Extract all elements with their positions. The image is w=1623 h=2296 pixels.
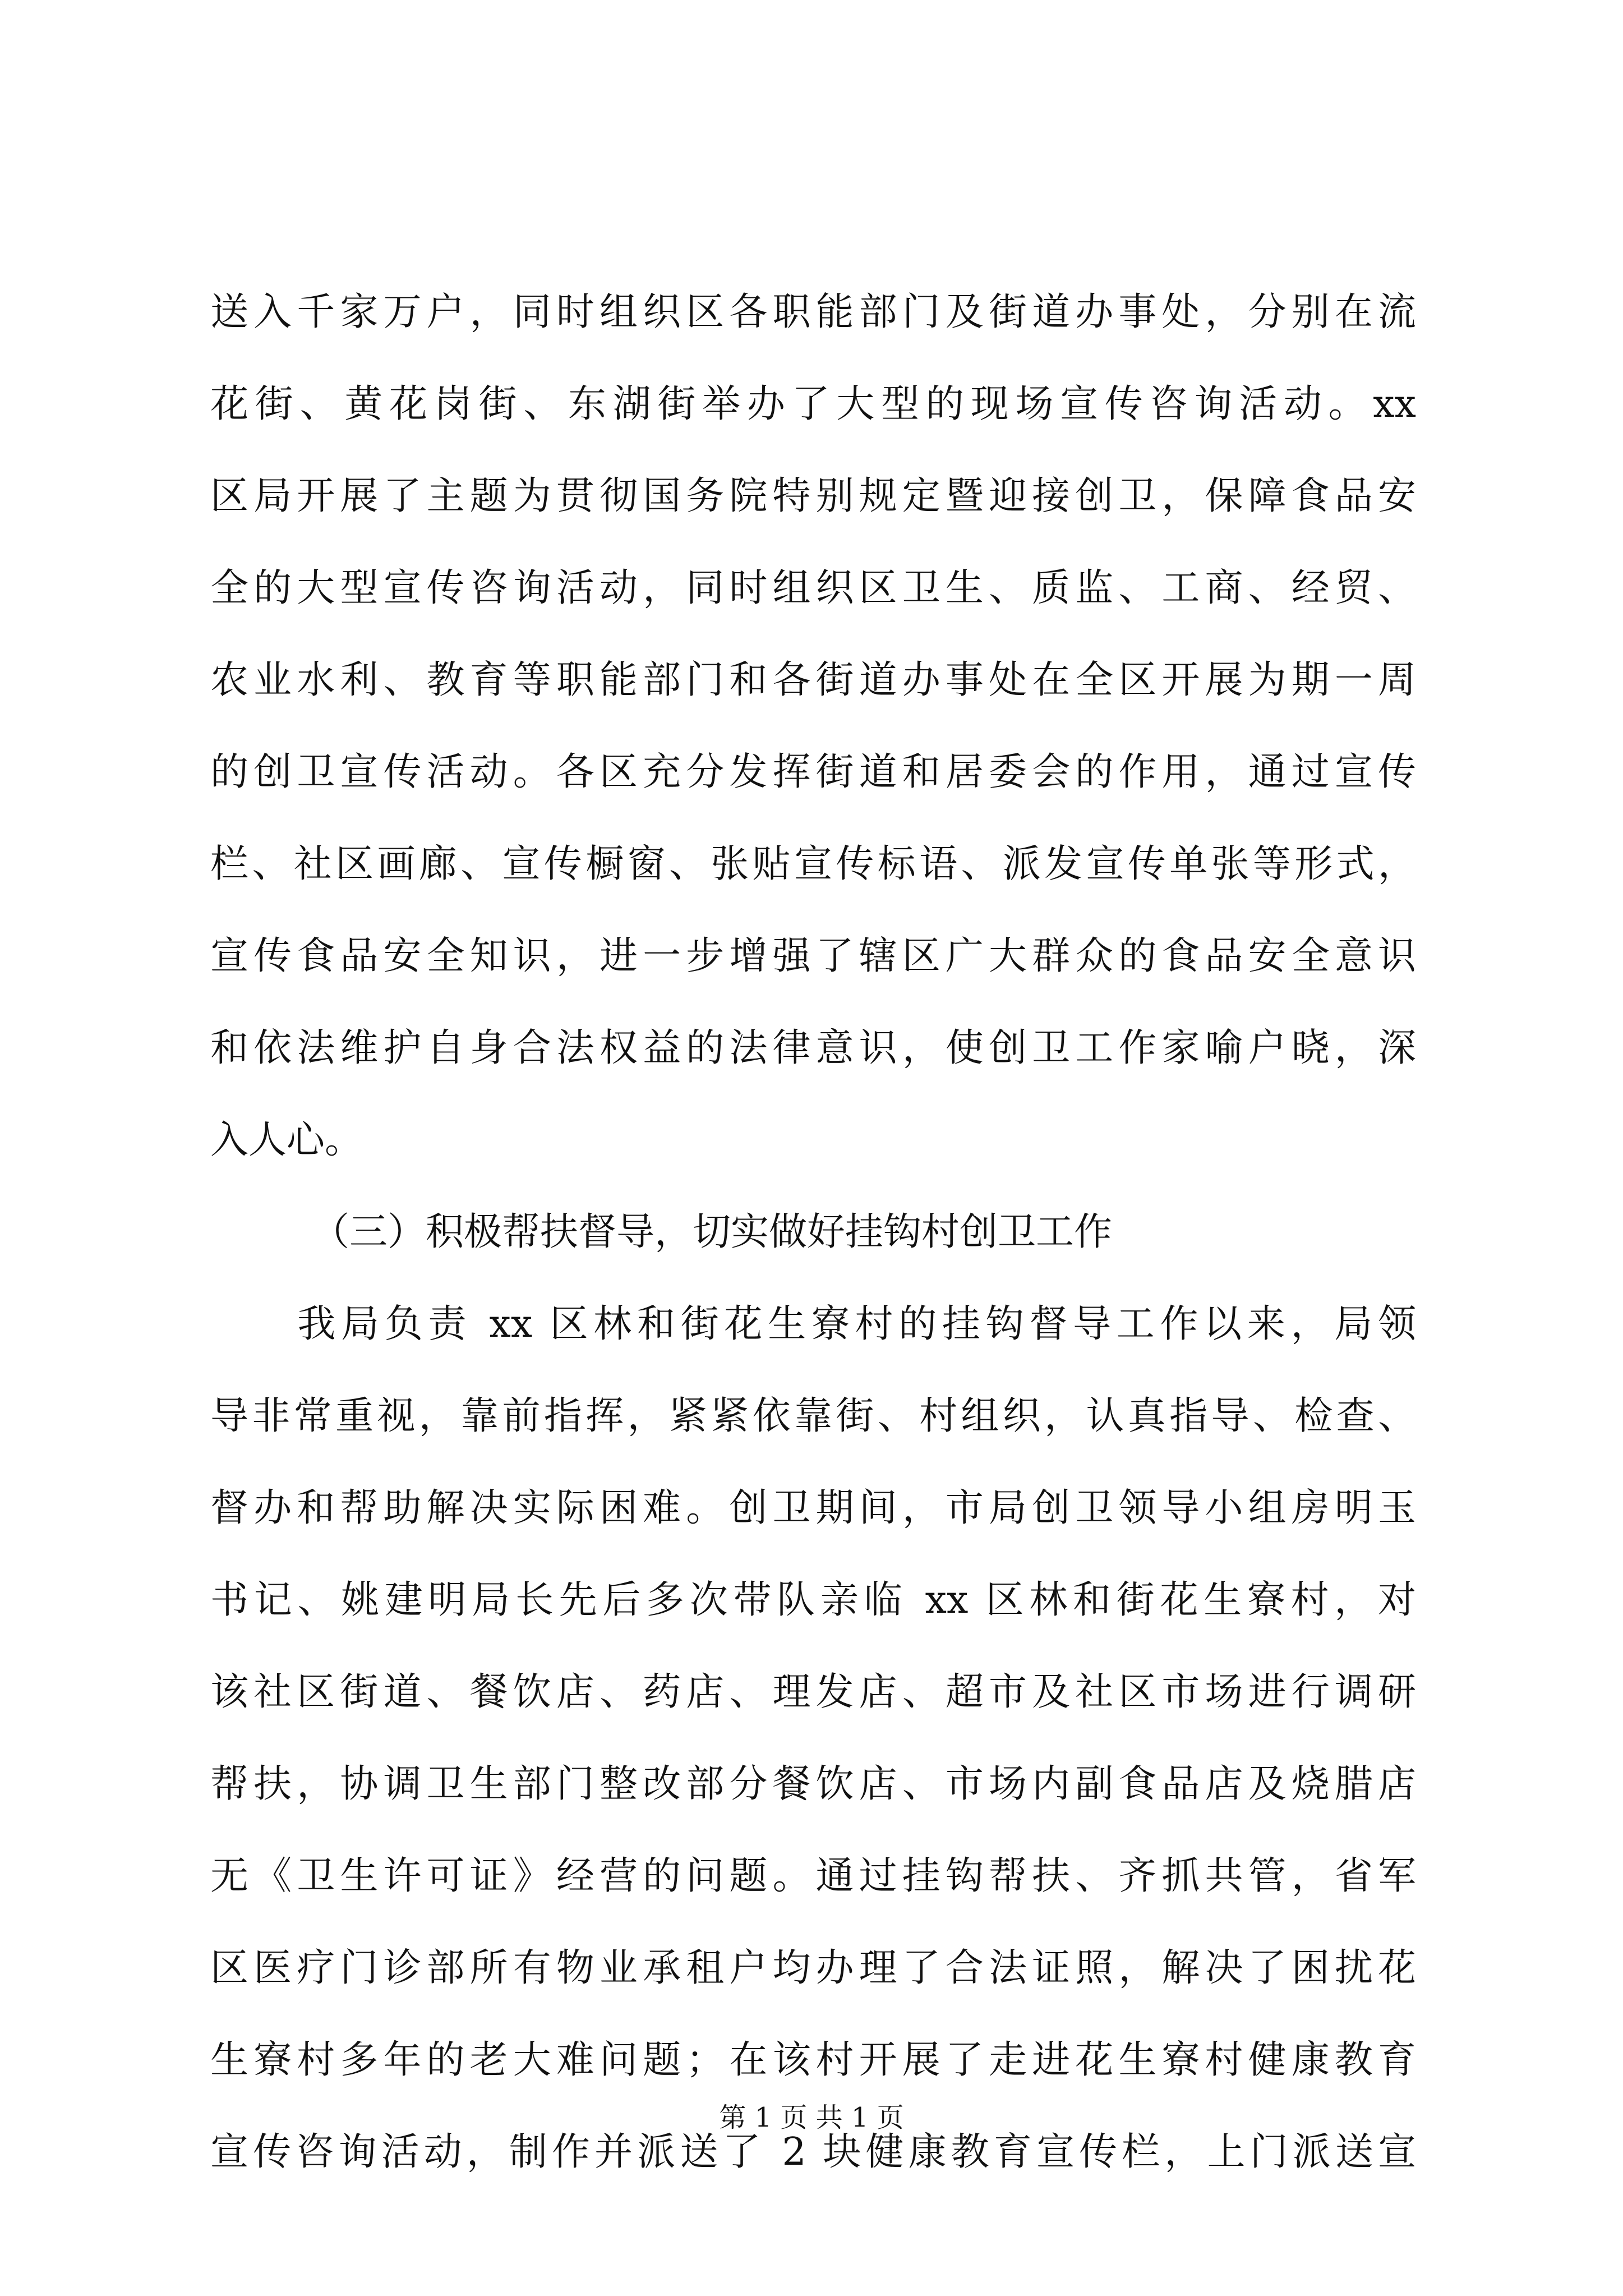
text-line: 导非常重视，靠前指挥，紧紧依靠街、村组织，认真指导、检查、 (210, 1394, 1416, 1438)
text-line: 农业水利、教育等职能部门和各街道办事处在全区开展为期一周 (210, 658, 1416, 702)
text-line: 栏、社区画廊、宣传橱窗、张贴宣传标语、派发宣传单张等形式， (210, 842, 1416, 886)
text-line: 我局负责 xx 区林和街花生寮村的挂钩督导工作以来，局领 (210, 1302, 1416, 1346)
text-line: 花街、黄花岗街、东湖街举办了大型的现场宣传咨询活动。xx (210, 382, 1416, 426)
paragraph-2 (210, 1278, 1416, 2198)
text-line: 生寮村多年的老大难问题；在该村开展了走进花生寮村健康教育 (210, 2038, 1416, 2082)
text-line: 督办和帮助解决实际困难。创卫期间，市局创卫领导小组房明玉 (210, 1486, 1416, 1530)
text-line: 宣传食品安全知识，进一步增强了辖区广大群众的食品安全意识 (210, 934, 1416, 978)
text-line: 无《卫生许可证》经营的问题。通过挂钩帮扶、齐抓共管，省军 (210, 1854, 1416, 1898)
page-number-label: 第 1 页 共 1 页 (719, 2102, 904, 2133)
text-line: 宣传咨询活动，制作并派送了 2 块健康教育宣传栏，上门派送宣 (210, 2130, 1416, 2174)
text-line: 入人心。 (210, 1118, 363, 1162)
text-line: 区局开展了主题为贯彻国务院特别规定暨迎接创卫，保障食品安 (210, 474, 1416, 518)
text-line: 送入千家万户，同时组织区各职能部门及街道办事处，分别在流 (210, 290, 1416, 334)
page-footer (0, 2101, 1623, 2134)
section-heading: （三）积极帮扶督导，切实做好挂钩村创卫工作 (311, 1210, 1113, 1254)
text-line: 书记、姚建明局长先后多次带队亲临 xx 区林和街花生寮村，对 (210, 1578, 1416, 1622)
text-line: 的创卫宣传活动。各区充分发挥街道和居委会的作用，通过宣传 (210, 750, 1416, 794)
document-body (210, 266, 1416, 2198)
text-line: 帮扶，协调卫生部门整改部分餐饮店、市场内副食品店及烧腊店 (210, 1762, 1416, 1806)
text-line: 该社区街道、餐饮店、药店、理发店、超市及社区市场进行调研 (210, 1670, 1416, 1714)
text-line: 全的大型宣传咨询活动，同时组织区卫生、质监、工商、经贸、 (210, 566, 1416, 610)
text-line: 和依法维护自身合法权益的法律意识，使创卫工作家喻户晓，深 (210, 1026, 1416, 1070)
text-line: 区医疗门诊部所有物业承租户均办理了合法证照，解决了困扰花 (210, 1946, 1416, 1990)
paragraph-1 (210, 266, 1416, 1186)
